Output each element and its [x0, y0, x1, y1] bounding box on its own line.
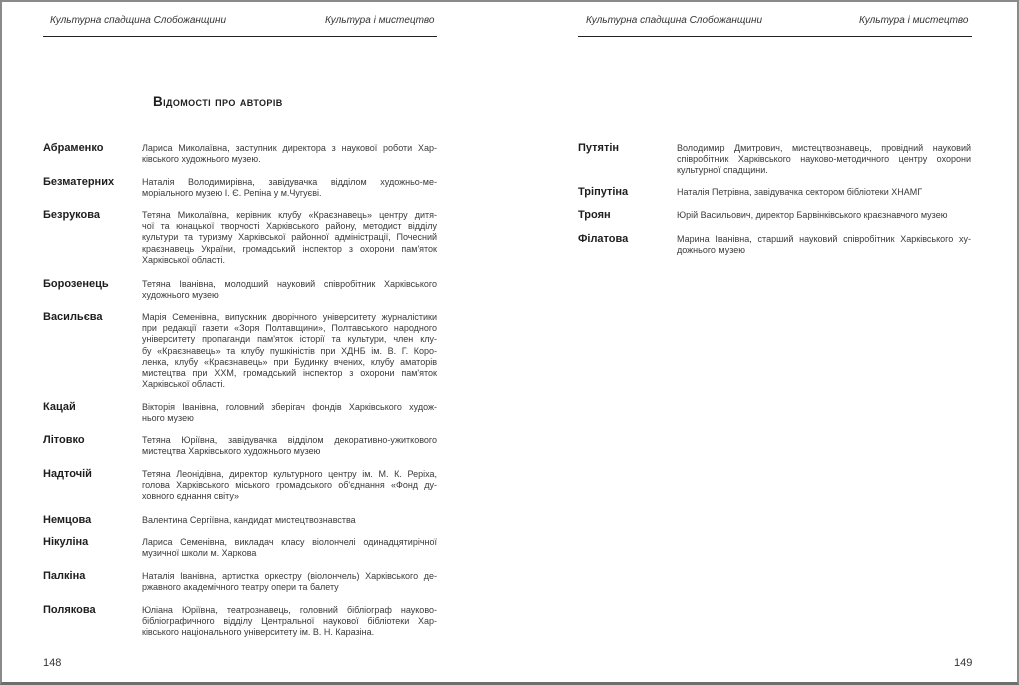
author-description	[677, 143, 971, 177]
description-line: Тетяна Юріївна, завідувачка відділом декоративно-ужиткового	[142, 435, 437, 445]
author-description	[142, 469, 437, 503]
section-title: Відомості про авторів	[153, 94, 283, 109]
description-line: Тетяна Миколаївна, керівник клубу «Краєзнавець» центру дитя-	[142, 210, 437, 220]
description-line: мистецтва при ХХМ, громадський інспектор з охорони пам'яток	[142, 368, 437, 379]
author-description	[677, 187, 971, 198]
description-line: ховного єднання світу»	[142, 491, 239, 502]
description-line: співробітник Харківського науково-методичного центру охорони	[677, 154, 971, 165]
author-description	[142, 177, 437, 199]
author-description	[677, 210, 971, 221]
description-line: Наталія Володимирівна, завідувачка відділом художньо-ме-	[142, 177, 437, 187]
description-line: культурної спадщини.	[677, 165, 768, 176]
description-line: Юрій Васильович, директор Барвінківського краєзнавчого музею	[677, 210, 948, 220]
description-line: голова Харківського міського громадського об'єднання «Фонд ду-	[142, 480, 437, 491]
author-name: Тріпутіна	[578, 186, 629, 198]
author-description	[142, 605, 437, 639]
description-line: Валентина Сергіївна, кандидат мистецтвознавства	[142, 515, 356, 525]
page-number-left: 148	[43, 657, 62, 669]
author-name: Васильєва	[43, 311, 103, 323]
description-line: краєзнавець України, громадський інспектор з охорони пам'яток	[142, 243, 437, 254]
description-line: Вікторія Іванівна, головний зберігач фондів Харківського худож-	[142, 402, 437, 412]
author-name: Немцова	[43, 514, 92, 526]
description-line: бу «Краєзнавець» та клубу пушкіністів при ХДНБ ім. В. Г. Коро-	[142, 345, 437, 356]
description-line: Марина Іванівна, старший науковий співробітник Харківського ху-	[677, 234, 971, 244]
author-name: Літовко	[43, 434, 85, 446]
author-name: Філатова	[578, 233, 629, 245]
header-rule	[43, 36, 437, 37]
author-description	[142, 537, 437, 559]
running-head-right: Культура і мистецтво	[325, 15, 435, 26]
author-description	[142, 210, 437, 266]
description-line: Лариса Миколаївна, заступник директора з наукової роботи Хар-	[142, 143, 437, 153]
description-line: Наталія Іванівна, артистка оркестру (віолончель) Харківського де-	[142, 571, 437, 581]
description-line: Харківської області.	[142, 254, 225, 265]
description-line: Лариса Семенівна, викладач класу віолончелі одинадцятирічної	[142, 537, 437, 547]
description-line: дожнього музею	[677, 245, 746, 256]
description-line: ленка, клубу «Краєзнавець» при Будинку вчених, клубу аматорів	[142, 356, 437, 367]
author-description	[142, 402, 437, 424]
author-name: Безрукова	[43, 209, 100, 221]
description-line: чої та юнацької творчості Харківського району, методист відділу	[142, 221, 437, 232]
description-line: моріального музею І. Є. Репіна у м.Чугуєві.	[142, 188, 322, 199]
author-name: Кацай	[43, 401, 76, 413]
description-line: мистецтва Харківського художнього музею	[142, 446, 321, 457]
author-name: Надточій	[43, 468, 92, 480]
author-description	[142, 312, 437, 390]
description-line: Юліана Юріївна, театрознавець, головний бібліограф науково-	[142, 605, 437, 615]
left-page	[0, 0, 509, 685]
author-description	[677, 234, 971, 256]
header-rule	[578, 36, 972, 37]
description-line: при редакції газети «Зоря Полтавщини», Полтавського народного	[142, 323, 437, 334]
description-line: музичної школи м. Харкова	[142, 548, 257, 559]
description-line: Тетяна Іванівна, молодший науковий співробітник Харківського	[142, 279, 437, 289]
description-line: Харківської області.	[142, 379, 225, 390]
description-line: Марія Семенівна, випускник дворічного університету журналістики	[142, 312, 437, 322]
description-line: художнього музею	[142, 290, 219, 301]
running-head-right: Культура і мистецтво	[859, 15, 969, 26]
description-line: ківського національного університету ім. В. Н. Каразіна.	[142, 627, 375, 638]
author-description	[142, 143, 437, 165]
author-name: Полякова	[43, 604, 96, 616]
right-page	[509, 0, 1019, 685]
author-name: Борозенець	[43, 278, 109, 290]
author-description	[142, 435, 437, 457]
description-line: університету пропаганди пам'яток історії та культури, член клу-	[142, 334, 437, 345]
running-head-left: Культурна спадщина Слобожанщини	[586, 15, 763, 26]
page-number-right: 149	[954, 657, 973, 669]
description-line: культури та туризму Харківської районної адміністрації, Почесний	[142, 232, 437, 243]
description-line: нього музею	[142, 413, 194, 424]
author-description	[142, 571, 437, 593]
description-line: бібліографичного відділу Центральної наукової бібліотеки Хар-	[142, 616, 437, 627]
author-name: Палкіна	[43, 570, 86, 582]
description-line: ківського художнього музею.	[142, 154, 261, 165]
description-line: Тетяна Леонідівна, директор культурного центру ім. М. К. Реріха,	[142, 469, 437, 479]
description-line: Наталія Петрівна, завідувачка сектором бібліотеки ХНАМГ	[677, 187, 923, 197]
description-line: ржавного академічного театру опери та балету	[142, 582, 339, 593]
author-description	[142, 279, 437, 301]
description-line: Володимир Дмитрович, мистецтвознавець, провідний науковий	[677, 143, 971, 153]
author-name: Троян	[578, 209, 611, 221]
author-name: Нікуліна	[43, 536, 89, 548]
author-description	[142, 515, 437, 526]
author-name: Путятін	[578, 142, 620, 154]
running-head-left: Культурна спадщина Слобожанщини	[50, 15, 227, 26]
author-name: Безматерних	[43, 176, 115, 188]
author-name: Абраменко	[43, 142, 104, 154]
